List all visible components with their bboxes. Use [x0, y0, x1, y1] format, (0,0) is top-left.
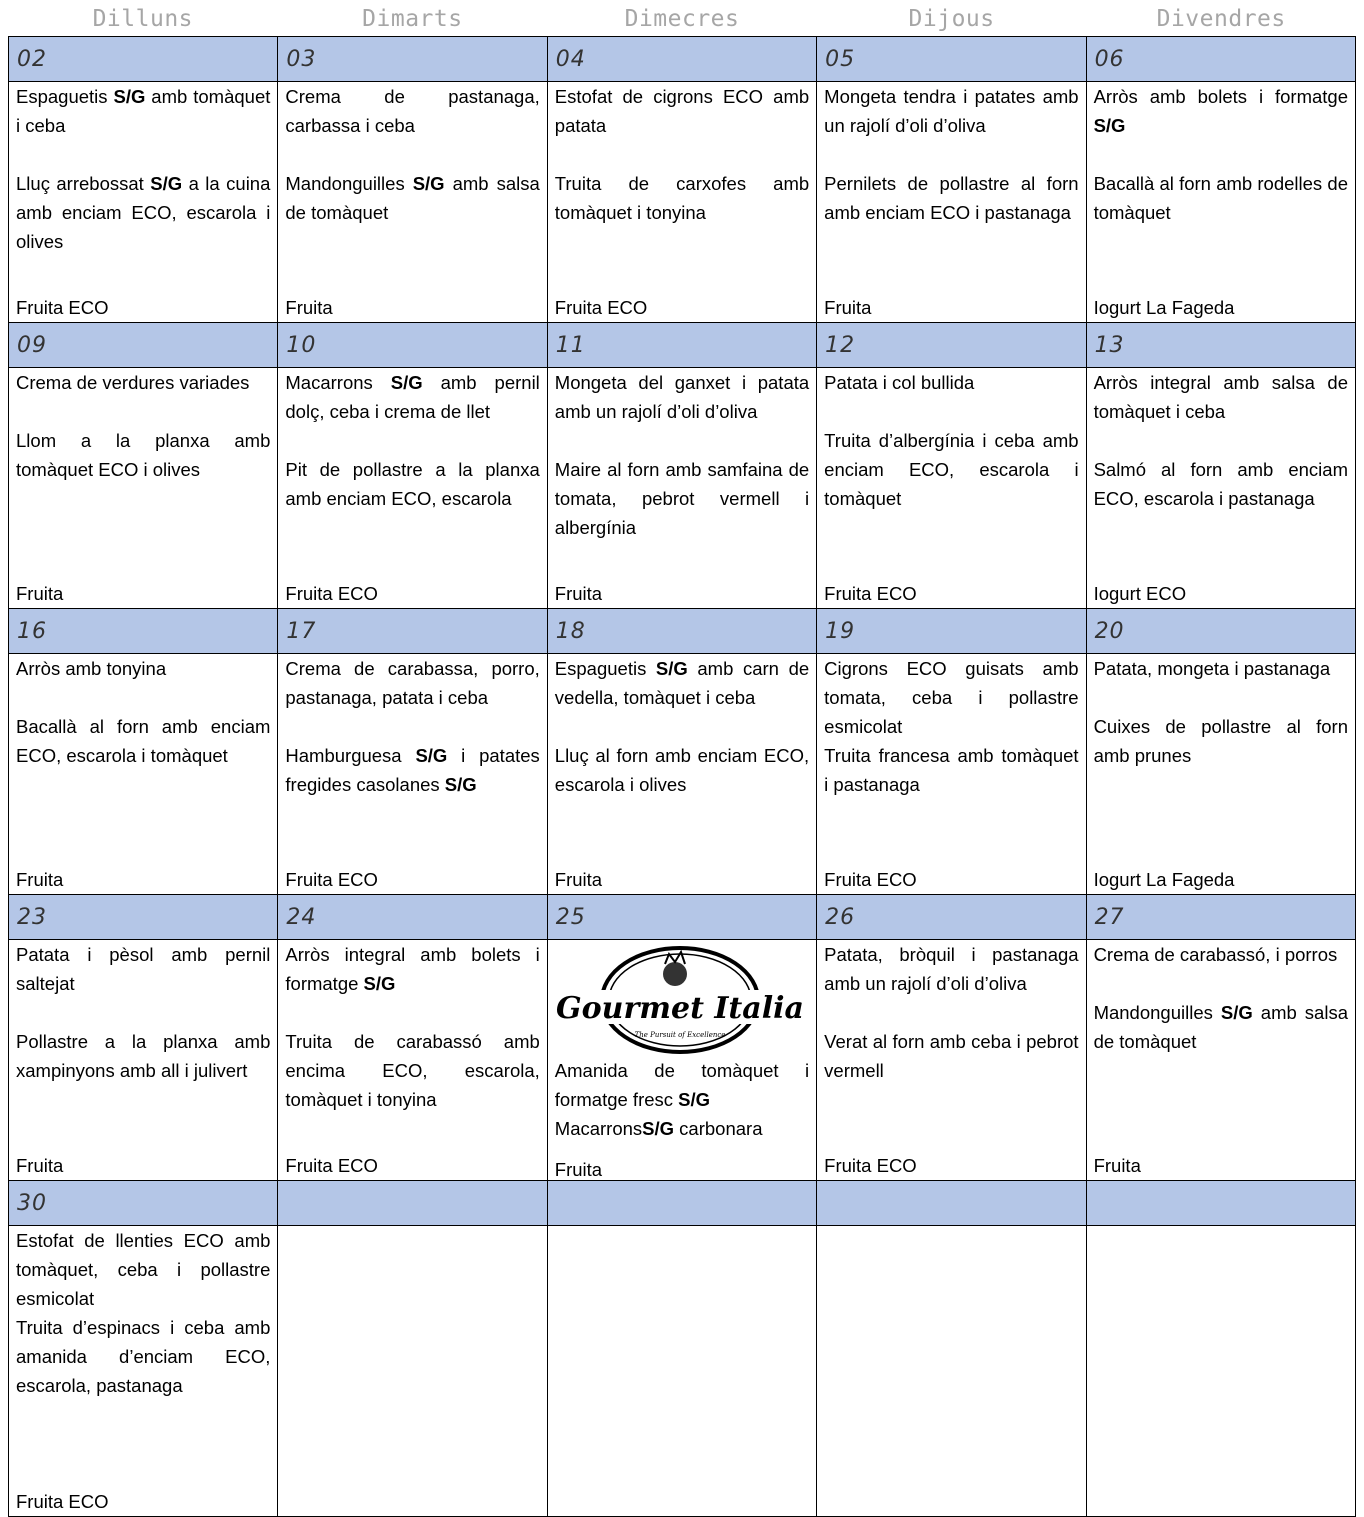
date-cell: 25: [547, 895, 816, 940]
date-cell: 16: [9, 609, 278, 654]
spacer: [1094, 969, 1348, 998]
first-course: [285, 82, 539, 140]
date-cell: 27: [1086, 895, 1355, 940]
date-cell: 06: [1086, 37, 1355, 82]
first-course: [555, 654, 809, 712]
first-course: [1094, 654, 1348, 683]
dish-text: Mandonguilles: [1093, 1002, 1221, 1023]
dessert: Fruita ECO: [554, 297, 648, 318]
dish-text: Patata i pèsol amb pernil saltejat: [16, 944, 271, 994]
dessert: Fruita ECO: [285, 869, 378, 890]
date-cell: 10: [278, 323, 547, 368]
dish-text: Patata, mongeta i pastanaga: [1093, 658, 1331, 679]
dessert: Fruita ECO: [16, 1491, 109, 1512]
menu-cell: [1086, 1226, 1355, 1517]
gluten-free-tag: S/G: [390, 372, 423, 393]
dish-text: amb salsa de tomàquet: [1093, 1002, 1348, 1052]
first-course: [16, 1226, 270, 1313]
dish-text: Salmó al forn amb enciam ECO, escarola i pastanaga: [1093, 459, 1348, 509]
dish-text: Truita d’espinacs i ceba amb amanida d’enciam ECO, escarola, pastanaga: [16, 1317, 271, 1396]
first-course: [285, 940, 539, 998]
menu-cell: [1086, 368, 1355, 609]
menu-row: [9, 82, 1356, 323]
weekday-label: Dimarts: [362, 6, 463, 32]
dessert: Iogurt La Fageda: [1093, 869, 1235, 890]
date-cell: 17: [278, 609, 547, 654]
dessert: Fruita: [16, 1155, 64, 1176]
dish-text: Estofat de llenties ECO amb tomàquet, ceba i pollastre esmicolat: [16, 1230, 271, 1309]
dish-text: i patates fregides casolanes: [285, 745, 540, 795]
date-row: [9, 895, 1356, 940]
dessert: Fruita: [16, 583, 64, 604]
spacer: [824, 397, 1078, 426]
dish-text: Mongeta del ganxet i patata amb un rajolí d’oli d’oliva: [554, 372, 810, 422]
dish-text: Cigrons ECO guisats amb tomata, ceba i pollastre esmicolat: [824, 658, 1079, 737]
second-course: [555, 1114, 809, 1143]
spacer: [285, 426, 539, 455]
first-course: [16, 368, 270, 397]
dish-text: Macarrons: [554, 1118, 643, 1139]
dish-text: amb carn de vedella, tomàquet i ceba: [554, 658, 810, 708]
first-course: [1094, 82, 1348, 140]
spacer: [16, 998, 270, 1027]
second-course: [285, 741, 539, 799]
gluten-free-tag: S/G: [150, 173, 183, 194]
first-course: [824, 82, 1078, 140]
date-cell: 12: [817, 323, 1086, 368]
weekday-header: [8, 0, 1356, 36]
menu-row: [9, 654, 1356, 895]
date-cell: 20: [1086, 609, 1355, 654]
menu-cell: [817, 940, 1086, 1181]
date-row: [9, 323, 1356, 368]
first-course: [16, 82, 270, 140]
date-cell: [278, 1181, 547, 1226]
dish-text: a la cuina amb enciam ECO, escarola i olives: [16, 173, 271, 252]
spacer: [824, 998, 1078, 1027]
second-course: [555, 455, 809, 542]
dish-text: Espaguetis: [16, 86, 114, 107]
menu-cell: [9, 368, 278, 609]
first-course: [824, 940, 1078, 998]
date-row: [9, 37, 1356, 82]
gluten-free-tag: S/G: [113, 86, 146, 107]
spacer: [555, 140, 809, 169]
first-course: [1094, 940, 1348, 969]
dessert: Iogurt ECO: [1093, 583, 1187, 604]
menu-cell: [278, 1226, 547, 1517]
gluten-free-tag: S/G: [444, 774, 477, 795]
dish-text: Maire al forn amb samfaina de tomata, pebrot vermell i albergínia: [554, 459, 810, 538]
spacer: [1094, 140, 1348, 169]
dish-text: Arròs integral amb salsa de tomàquet i ceba: [1093, 372, 1348, 422]
date-cell: 11: [547, 323, 816, 368]
menu-cell: [278, 940, 547, 1181]
dessert: Fruita: [824, 297, 872, 318]
weekday-label: Dilluns: [92, 6, 194, 32]
dessert: Fruita ECO: [285, 583, 378, 604]
dish-text: Pernilets de pollastre al forn amb enciam ECO i pastanaga: [824, 173, 1079, 223]
second-course: [555, 741, 809, 799]
dish-text: amb pernil dolç, ceba i crema de llet: [285, 372, 540, 422]
gluten-free-tag: S/G: [655, 658, 688, 679]
second-course: [285, 1027, 539, 1114]
dish-text: amb salsa de tomàquet: [285, 173, 540, 223]
first-course: [824, 654, 1078, 741]
first-course: [285, 654, 539, 712]
menu-cell: [9, 1226, 278, 1517]
menu-row: [9, 1226, 1356, 1517]
menu-row: [9, 940, 1356, 1181]
date-cell: 18: [547, 609, 816, 654]
date-row: [9, 609, 1356, 654]
gluten-free-tag: S/G: [1220, 1002, 1253, 1023]
dish-text: Mongeta tendra i patates amb un rajolí d’oli d’oliva: [824, 86, 1079, 136]
second-course: [16, 169, 270, 256]
dish-text: Truita de carxofes amb tomàquet i tonyina: [554, 173, 810, 223]
menu-cell: [547, 368, 816, 609]
dish-text: Lluç arrebossat: [16, 173, 151, 194]
dessert: Fruita ECO: [824, 869, 917, 890]
dessert: Fruita ECO: [824, 583, 917, 604]
spacer: [824, 140, 1078, 169]
first-course: [824, 368, 1078, 397]
dessert: Fruita: [16, 869, 64, 890]
dish-text: Verat al forn amb ceba i pebrot vermell: [824, 1031, 1079, 1081]
dish-text: Crema de verdures variades: [16, 372, 250, 393]
dessert: Fruita ECO: [824, 1155, 917, 1176]
dish-text: carbonara: [674, 1118, 763, 1139]
menu-cell: [278, 654, 547, 895]
dessert: Fruita: [285, 297, 333, 318]
date-cell: 09: [9, 323, 278, 368]
menu-cell: [547, 82, 816, 323]
menu-cell: [547, 940, 816, 1181]
first-course: [555, 82, 809, 140]
menu-cell: [547, 1226, 816, 1517]
date-cell: 23: [9, 895, 278, 940]
second-course: [1094, 998, 1348, 1056]
menu-cell: [9, 654, 278, 895]
date-cell: 30: [9, 1181, 278, 1226]
dish-text: Patata, bròquil i pastanaga amb un rajolí d’oli d’oliva: [824, 944, 1079, 994]
spacer: [16, 683, 270, 712]
gluten-free-tag: S/G: [415, 745, 448, 766]
menu-cell: [817, 654, 1086, 895]
date-cell: [547, 1181, 816, 1226]
first-course: [16, 654, 270, 683]
dish-text: Pit de pollastre a la planxa amb enciam ECO, escarola: [285, 459, 540, 509]
dish-text: Llom a la planxa amb tomàquet ECO i olives: [16, 430, 271, 480]
gourmet-italia-logo: [555, 944, 805, 1056]
spacer: [555, 426, 809, 455]
menu-cell: [547, 654, 816, 895]
dish-text: Truita d’albergínia i ceba amb enciam ECO, escarola i tomàquet: [824, 430, 1079, 509]
dish-text: Espaguetis: [554, 658, 656, 679]
second-course: [16, 1313, 270, 1400]
menu-cell: [278, 368, 547, 609]
date-cell: 19: [817, 609, 1086, 654]
second-course: [16, 1027, 270, 1085]
spacer: [16, 397, 270, 426]
gluten-free-tag: S/G: [412, 173, 445, 194]
dessert: Iogurt La Fageda: [1093, 297, 1235, 318]
dessert: Fruita ECO: [16, 297, 109, 318]
menu-cell: [1086, 940, 1355, 1181]
second-course: [824, 426, 1078, 513]
menu-cell: [817, 368, 1086, 609]
second-course: [1094, 455, 1348, 513]
weekday-label: Divendres: [1156, 6, 1286, 32]
spacer: [1094, 426, 1348, 455]
svg-text:The Pursuit of Excellence: The Pursuit of Excellence: [634, 1031, 726, 1039]
date-row: [9, 1181, 1356, 1226]
second-course: [16, 426, 270, 484]
date-cell: [817, 1181, 1086, 1226]
spacer: [1094, 683, 1348, 712]
dish-text: Crema de pastanaga, carbassa i ceba: [285, 86, 540, 136]
gluten-free-tag: S/G: [363, 973, 396, 994]
date-cell: 02: [9, 37, 278, 82]
first-course: [16, 940, 270, 998]
menu-cell: [817, 1226, 1086, 1517]
date-cell: [1086, 1181, 1355, 1226]
date-cell: 04: [547, 37, 816, 82]
dish-text: Arròs integral amb bolets i formatge: [285, 944, 540, 994]
dessert: Fruita: [1093, 1155, 1141, 1176]
dish-text: Mandonguilles: [285, 173, 413, 194]
first-course: [1094, 368, 1348, 426]
second-course: [824, 1027, 1078, 1085]
dish-text: Macarrons: [285, 372, 391, 393]
gluten-free-tag: S/G: [678, 1089, 711, 1110]
dessert: Fruita: [554, 583, 603, 604]
menu-cell: [9, 82, 278, 323]
spacer: [285, 712, 539, 741]
dish-text: Patata i col bullida: [824, 372, 975, 393]
dish-text: Truita francesa amb tomàquet i pastanaga: [824, 745, 1079, 795]
dish-text: Crema de carabassa, porro, pastanaga, patata i ceba: [285, 658, 540, 708]
menu-cell: [278, 82, 547, 323]
second-course: [824, 741, 1078, 799]
second-course: [1094, 169, 1348, 227]
gluten-free-tag: S/G: [1093, 115, 1126, 136]
dish-text: Lluç al forn amb enciam ECO, escarola i olives: [554, 745, 810, 795]
menu-cell: [9, 940, 278, 1181]
menu-cell: [817, 82, 1086, 323]
dish-text: Cuixes de pollastre al forn amb prunes: [1093, 716, 1348, 766]
dish-text: amb tomàquet i ceba: [16, 86, 271, 136]
dish-text: Truita de carabassó amb encima ECO, escarola, tomàquet i tonyina: [285, 1031, 540, 1110]
spacer: [16, 140, 270, 169]
dessert: Fruita: [554, 869, 603, 890]
second-course: [555, 169, 809, 227]
date-cell: 13: [1086, 323, 1355, 368]
weekday-label: Dimecres: [624, 6, 740, 32]
first-course: [555, 368, 809, 426]
second-course: [824, 169, 1078, 227]
dish-text: Hamburguesa: [285, 745, 416, 766]
dessert: Fruita: [554, 1159, 603, 1180]
weekday-label: Dijous: [908, 6, 995, 32]
dish-text: Estofat de cigrons ECO amb patata: [554, 86, 810, 136]
date-cell: 24: [278, 895, 547, 940]
date-cell: 05: [817, 37, 1086, 82]
date-cell: 26: [817, 895, 1086, 940]
dessert: Fruita ECO: [285, 1155, 378, 1176]
dish-text: Pollastre a la planxa amb xampinyons amb all i julivert: [16, 1031, 271, 1081]
second-course: [16, 712, 270, 770]
second-course: [285, 169, 539, 227]
first-course: [555, 1056, 809, 1114]
spacer: [285, 140, 539, 169]
menu-row: [9, 368, 1356, 609]
dish-text: Bacallà al forn amb rodelles de tomàquet: [1093, 173, 1348, 223]
svg-text:Gourmet Italia: Gourmet Italia: [555, 991, 804, 1026]
second-course: [1094, 712, 1348, 770]
dish-text: Arròs amb tonyina: [16, 658, 167, 679]
gluten-free-tag: S/G: [642, 1118, 675, 1139]
first-course: [285, 368, 539, 426]
dish-text: Bacallà al forn amb enciam ECO, escarola i tomàquet: [16, 716, 271, 766]
date-cell: 03: [278, 37, 547, 82]
dish-text: Amanida de tomàquet i formatge fresc: [554, 1060, 810, 1110]
spacer: [555, 712, 809, 741]
spacer: [285, 998, 539, 1027]
menu-cell: [1086, 654, 1355, 895]
menu-cell: [1086, 82, 1355, 323]
second-course: [285, 455, 539, 513]
menu-calendar-table: [8, 36, 1356, 1517]
dish-text: Arròs amb bolets i formatge: [1093, 86, 1348, 107]
dish-text: Crema de carabassó, i porros: [1093, 944, 1338, 965]
